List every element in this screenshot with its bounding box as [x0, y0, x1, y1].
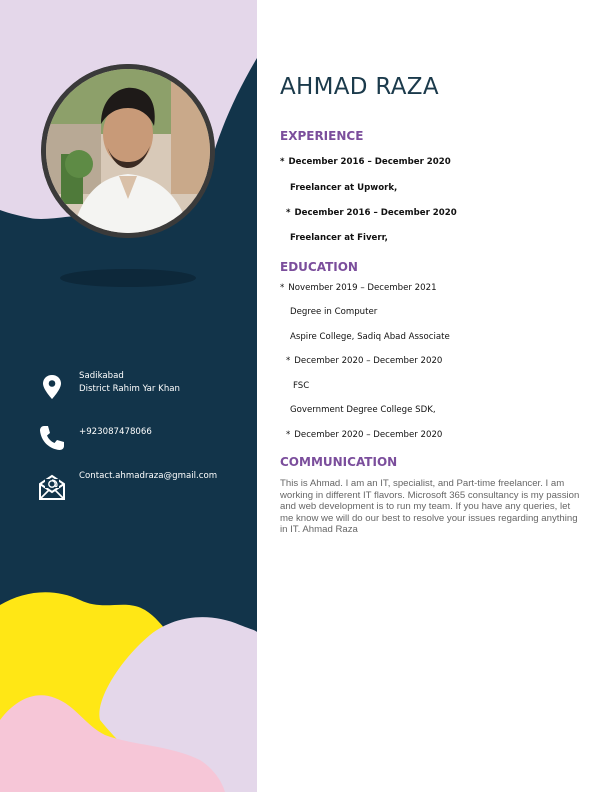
profile-photo	[41, 64, 215, 238]
education-heading: EDUCATION	[280, 260, 358, 274]
education-entry-3-dates	[286, 430, 442, 440]
bullet: *	[280, 283, 285, 293]
education-entry-2-degree: FSC	[293, 381, 310, 391]
phone-text[interactable]: +923087478066	[79, 427, 152, 437]
education-entry-2-school: Government Degree College SDK,	[290, 405, 436, 415]
education-entry-1-dates	[280, 283, 437, 293]
communication-heading: COMMUNICATION	[280, 455, 398, 469]
email-text[interactable]: Contact.ahmadraza@gmail.com	[79, 471, 218, 481]
profile-name: AHMAD RAZA	[280, 74, 439, 100]
experience-heading: EXPERIENCE	[280, 129, 364, 143]
dates-text: December 2020 – December 2020	[294, 356, 443, 366]
dates-text: November 2019 – December 2021	[288, 283, 437, 293]
communication-text: This is Ahmad. I am an IT, specialist, and Part-time freelancer. I am working in different IT flavors. Microsoft 365 consultancy is my passion and web development is to run my team. If you have any queries, let me know we will do our best to resolve your issues regarding anything in IT. Ahmad Raza	[280, 478, 580, 536]
bullet: *	[286, 430, 291, 440]
email-icon	[37, 472, 67, 502]
dates-text: December 2016 – December 2020	[288, 157, 451, 167]
experience-entry-2-dates	[286, 208, 457, 218]
bullet: *	[286, 208, 291, 218]
location-pin-icon	[37, 372, 67, 402]
address-line-2: District Rahim Yar Khan	[79, 383, 180, 394]
education-entry-1-degree: Degree in Computer	[290, 307, 378, 317]
experience-entry-2-role: Freelancer at Fiverr,	[290, 233, 388, 243]
bullet: *	[280, 157, 285, 167]
experience-entry-1-dates	[280, 157, 451, 167]
address-line-1: Sadikabad	[79, 371, 124, 381]
main-content	[257, 0, 612, 792]
sidebar	[0, 0, 257, 792]
experience-entry-1-role: Freelancer at Upwork,	[290, 183, 398, 193]
address-text	[79, 370, 219, 395]
bullet: *	[286, 356, 291, 366]
dates-text: December 2020 – December 2020	[294, 430, 443, 440]
education-entry-1-school: Aspire College, Sadiq Abad Associate	[290, 332, 450, 342]
phone-icon	[37, 423, 67, 453]
education-entry-2-dates	[286, 356, 442, 366]
dates-text: December 2016 – December 2020	[294, 208, 457, 218]
